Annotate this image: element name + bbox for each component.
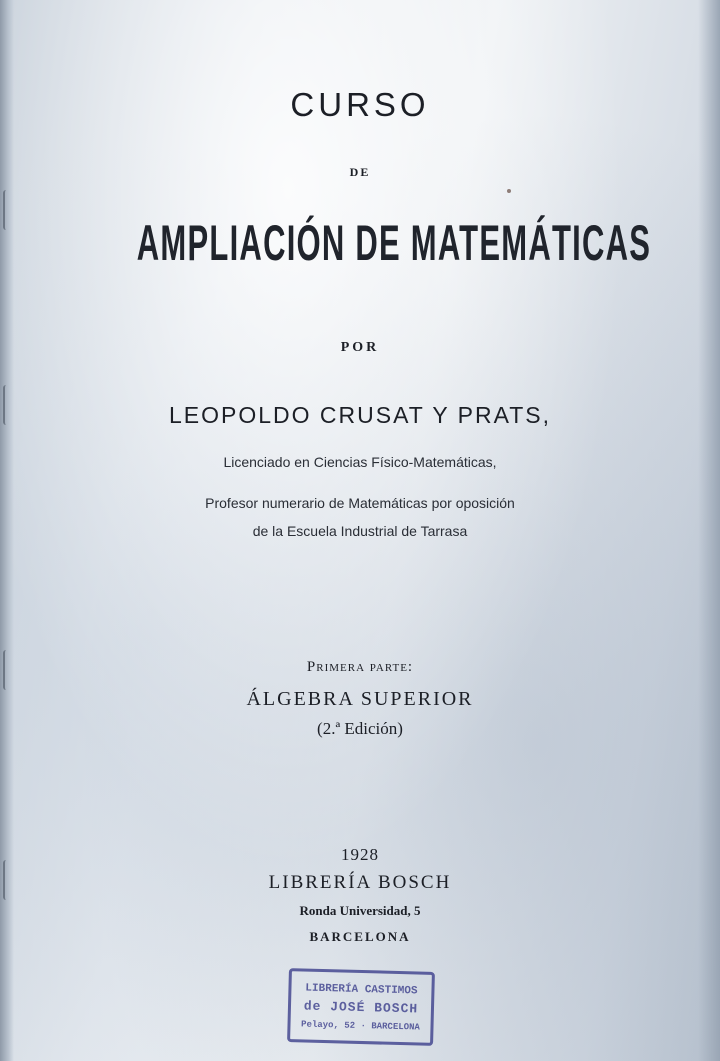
author-credential: Licenciado en Ciencias Físico-Matemáticas,: [223, 454, 497, 470]
bookseller-stamp: [287, 968, 435, 1046]
book-title: AMPLIACIÓN DE MATEMÁTICAS: [136, 215, 652, 271]
series-heading: CURSO: [290, 86, 430, 123]
author-credential: de la Escuela Industrial de Tarrasa: [252, 523, 468, 539]
stamp-line: LIBRERÍA CASTIMOS: [305, 982, 418, 998]
publisher-city: BARCELONA: [309, 929, 411, 944]
part-label: Primera parte:: [306, 659, 414, 675]
stamp-line: Pelayo, 52 · BARCELONA: [300, 1019, 421, 1033]
publisher-address: Ronda Universidad, 5: [299, 903, 421, 918]
connector-de: DE: [349, 165, 371, 179]
publication-year: 1928: [341, 845, 379, 864]
binding-stitch: [3, 190, 13, 230]
publisher-name: LIBRERÍA BOSCH: [268, 872, 452, 893]
paper-speck: [507, 189, 511, 193]
author-credential: Profesor numerario de Matemáticas por oposición: [205, 495, 515, 511]
author-name: LEOPOLDO CRUSAT Y PRATS,: [168, 402, 552, 428]
connector-por: POR: [340, 340, 380, 355]
edition-label: (2.ª Edición): [317, 719, 403, 738]
subject-title: ÁLGEBRA SUPERIOR: [246, 688, 474, 710]
stamp-line: de JOSÉ BOSCH: [303, 998, 419, 1017]
